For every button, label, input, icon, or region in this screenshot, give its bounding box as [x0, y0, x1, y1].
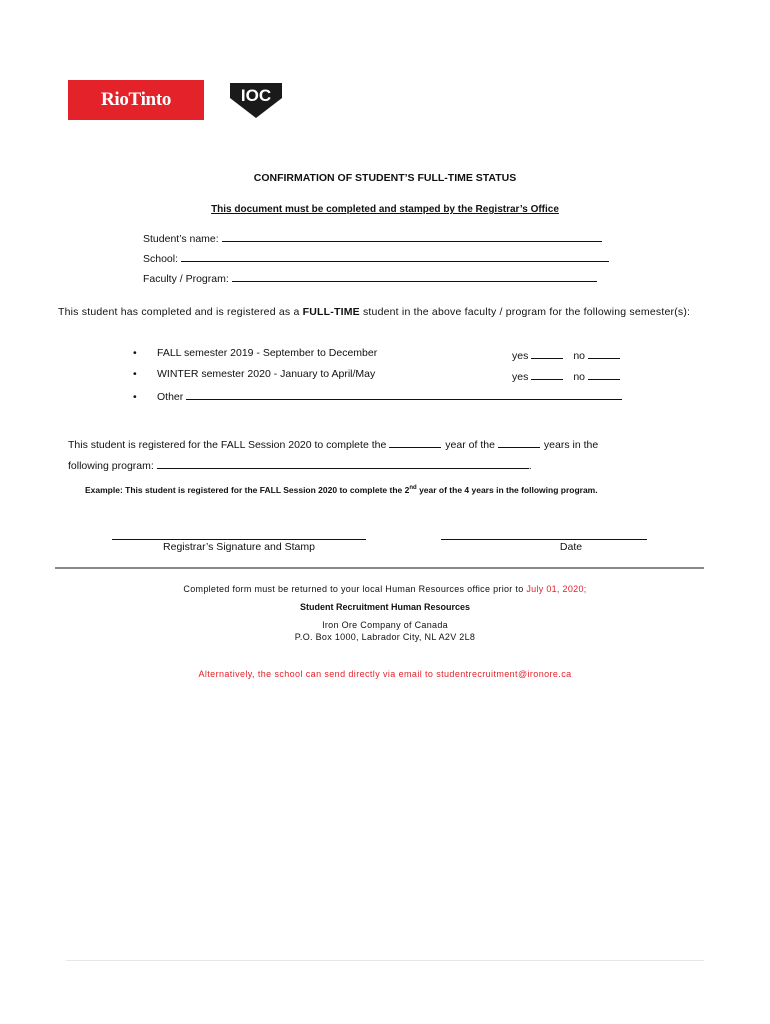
date-label: Date — [559, 541, 583, 553]
winter-yes-input-line[interactable] — [531, 368, 563, 380]
statement-text-pre: This student has completed and is registered as a — [58, 306, 303, 318]
fall-yes-no — [512, 347, 620, 362]
ioc-logo — [228, 80, 284, 120]
registration-program-label: following program: — [68, 460, 154, 472]
form-title: CONFIRMATION OF STUDENT’S FULL-TIME STATUS — [253, 172, 517, 184]
full-time-statement — [58, 305, 704, 320]
semester-label: WINTER semester 2020 - January to April/May — [157, 368, 376, 380]
school-input-line[interactable] — [181, 250, 609, 262]
company-name: Iron Ore Company of Canada — [322, 620, 448, 630]
registration-line-2 — [68, 457, 532, 472]
winter-yes-no — [512, 368, 620, 383]
school-label: School: — [143, 253, 179, 265]
program-input-line[interactable] — [157, 457, 529, 469]
semester-item-other — [133, 388, 622, 403]
faculty-program-label: Faculty / Program: — [143, 273, 229, 285]
semester-label: Other — [157, 391, 184, 403]
registration-text-b: year of the — [445, 439, 495, 451]
ioc-logo-text: IOC — [240, 86, 272, 105]
student-name-field — [143, 230, 602, 245]
student-name-input-line[interactable] — [222, 230, 602, 242]
section-divider — [55, 567, 704, 569]
faculty-program-field — [143, 270, 597, 285]
bullet-icon: • — [133, 368, 137, 380]
form-subtitle: This document must be completed and stamped by the Registrar’s Office — [211, 204, 559, 215]
company-address: P.O. Box 1000, Labrador City, NL A2V 2L8 — [294, 632, 476, 642]
example-note — [85, 482, 705, 497]
no-label: no — [573, 371, 586, 383]
other-semester-input-line[interactable] — [186, 388, 622, 400]
yes-label: yes — [512, 350, 529, 362]
statement-text-post: student in the above faculty / program for the following semester(s): — [359, 306, 691, 318]
registration-text-a: This student is registered for the FALL Session 2020 to complete the — [68, 439, 387, 451]
rio-tinto-logo-text: RioTinto — [100, 89, 172, 110]
department-name: Student Recruitment Human Resources — [299, 602, 471, 612]
example-text-pre: Example: This student is registered for the FALL Session 2020 to complete the 2 — [85, 484, 410, 495]
rio-tinto-logo — [68, 80, 204, 120]
winter-no-input-line[interactable] — [588, 368, 620, 380]
bullet-icon: • — [133, 347, 137, 359]
fall-yes-input-line[interactable] — [531, 347, 563, 359]
no-label: no — [573, 350, 586, 362]
bullet-icon: • — [133, 391, 137, 403]
example-text-post: year of the 4 years in the following program. — [416, 484, 598, 495]
date-line[interactable] — [441, 539, 647, 540]
school-field — [143, 250, 609, 265]
faculty-program-input-line[interactable] — [232, 270, 597, 282]
signature-line[interactable] — [112, 539, 366, 540]
semester-label: FALL semester 2019 - September to December — [157, 347, 378, 359]
registration-line-1 — [68, 436, 598, 451]
registration-period: . — [528, 460, 532, 472]
total-years-input-line[interactable] — [498, 436, 540, 448]
alternative-email-note: Alternatively, the school can send directly via email to studentrecruitment@ironore.ca — [198, 669, 572, 679]
example-superscript: nd — [409, 485, 417, 491]
deadline-date: July 01, 2020; — [526, 584, 587, 594]
return-text: Completed form must be returned to your local Human Resources office prior to — [183, 584, 524, 594]
page-bottom-rule — [66, 960, 704, 961]
year-number-input-line[interactable] — [389, 436, 441, 448]
semester-item-fall — [133, 347, 377, 359]
fall-no-input-line[interactable] — [588, 347, 620, 359]
return-instructions — [0, 584, 770, 594]
registration-text-c: years in the — [543, 439, 599, 451]
student-name-label: Student’s name: — [143, 233, 219, 245]
statement-full-time-bold: FULL-TIME — [302, 306, 360, 318]
yes-label: yes — [512, 371, 529, 383]
semester-item-winter — [133, 368, 375, 380]
signature-label: Registrar’s Signature and Stamp — [163, 541, 315, 553]
